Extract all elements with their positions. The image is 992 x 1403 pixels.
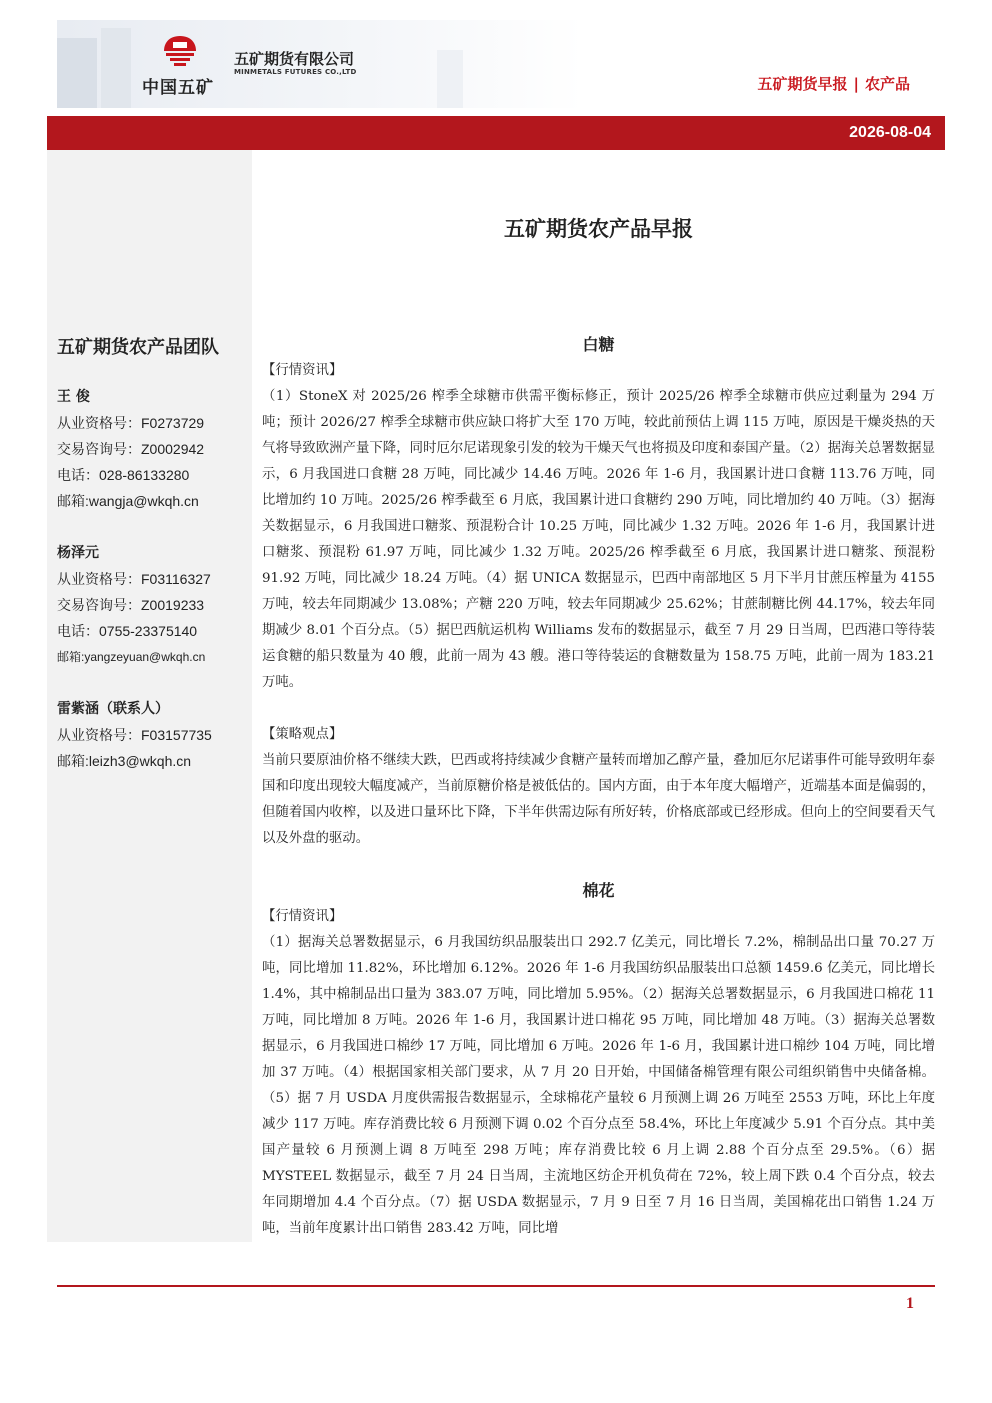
news-paragraph: （1）据海关总署数据显示，6 月我国纺织品服装出口 292.7 亿美元，同比增长 7.2%，棉制品出口量 70.27 万吨，同比增加 11.82%，环比增加 6.12%。2026 年 1-6 月我国纺织品服装出口总额 1459.6 亿美元，同比增长 1.4%，其中棉制品出口量为 383.07 万吨，同比增加 5.95%。（2）据海关总署数据显示，6 月我国进口棉花 11 万吨，同比增加 8 万吨。2026 年 1-6 月，我国累计进口棉花 95 万吨，同比增加 48 万吨。（3）据海关总署数据显示，6 月我国进口棉纱 17 万吨，同比增加 6 万吨。2026 年 1-6 月，我国累计进口棉纱 104 万吨，同比增加 37 万吨。（4）根据国家相关部门要求，从 7 月 20 日开始，中国储备棉管理有限公司组织销售中央储备棉。（5）据 7 月 USDA 月度供需报告数据显示，全球棉花产量较 6 月预测上调 26 万吨至 2553 万吨，环比上年度减少 117 万吨。库存消费比较 6 月预测下调 0.02 个百分点至 58.4%，环比上年度减少 5.91 个百分点。其中美国产量较 6 月预测上调 8 万吨至 298 万吨；库存消费比较 6 月上调 2.88 个百分点至 29.5%。（6）据 MYSTEEL 数据显示，截至 7 月 24 日当周，主流地区纺企开机负荷在 72%，较上周下跌 0.4 个百分点，较去年同期增加 4.4 个百分点。（7）据 USDA 数据显示，7 月 9 日至 7 月 16 日当周，美国棉花出口销售 1.24 万吨，当前年度累计出口销售 283.42 万吨，同比增 [262, 935, 935, 1236]
strategy-tag: 【策略观点】 [262, 727, 343, 742]
member-email: 邮箱:wangja@wkqh.cn [57, 493, 199, 509]
section-sugar [262, 332, 935, 852]
strategy-paragraph: 当前只要原油价格不继续大跌，巴西或将持续减少食糖产量转而增加乙醇产量，叠加厄尔尼诺事件可能导致明年泰国和印度出现较大幅度减产，当前原糖价格是被低估的。国内方面，由于本年度大幅增产，近端基本面是偏弱的，但随着国内收榨，以及进口量环比下降，下半年供需边际有所好转，价格底部或已经形成。但向上的空间要看天气以及外盘的驱动。 [262, 753, 935, 846]
report-category: 农产品 [864, 75, 910, 93]
team-member [57, 696, 212, 774]
company-logo-icon [160, 32, 200, 72]
section-title: 棉花 [582, 881, 615, 900]
member-phone: 电话：028-86133280 [57, 467, 190, 483]
member-name: 王 俊 [57, 389, 90, 405]
building-graphic [57, 38, 97, 108]
company-name-cn: 五矿期货有限公司 [234, 50, 355, 68]
member-consult-id: 交易咨询号：Z0019233 [57, 597, 205, 613]
report-type: 五矿期货早报 [757, 75, 848, 93]
member-license: 从业资格号：F03157735 [57, 727, 212, 743]
news-paragraph: （1）StoneX 对 2025/26 榨季全球糖市供需平衡标修正，预计 2025/26 榨季全球糖市供应过剩量为 294 万吨；预计 2026/27 榨季全球糖市供应缺口将扩大至 170 万吨，较此前预估上调 115 万吨，原因是干燥炎热的天气将导致欧洲产量下降，同时厄尔尼诺现象引发的较为干燥天气也将损及印度和泰国产量。（2）据海关总署数据显示，6 月我国进口食糖 28 万吨，同比减少 14.46 万吨。2026 年 1-6 月，我国累计进口食糖 113.76 万吨，同比增加约 10 万吨。2025/26 榨季截至 6 月底，我国累计进口食糖约 290 万吨，同比增加约 40 万吨。（3）据海关数据显示，6 月我国进口糖浆、预混粉合计 10.25 万吨，同比减少 1.32 万吨。2026 年 1-6 月，我国累计进口糖浆、预混粉 61.97 万吨，同比减少 1.32 万吨。2025/26 榨季截至 6 月底，我国累计进口糖浆、预混粉 91.92 万吨，同比减少 18.24 万吨。（4）据 UNICA 数据显示，巴西中南部地区 5 月下半月甘蔗压榨量为 4155 万吨，较去年同期减少 13.08%；产糖 220 万吨，较去年同期减少 25.62%；甘蔗制糖比例 44.17%，较去年同期减少 8.01 个百分点。（5）据巴西航运机构 Williams 发布的数据显示，截至 7 月 29 日当周，巴西港口等待装运食糖的船只数量为 40 艘，此前一周为 43 艘。港口等待装运的食糖数量为 158.75 万吨，此前一周为 183.21 万吨。 [262, 389, 935, 690]
member-email: 邮箱:yangzeyuan@wkqh.cn [57, 650, 206, 664]
footer-divider [57, 1285, 935, 1287]
member-license: 从业资格号：F0273729 [57, 415, 205, 431]
page-number: 1 [906, 1295, 914, 1312]
member-consult-id: 交易咨询号：Z0002942 [57, 441, 205, 457]
member-license: 从业资格号：F03116327 [57, 571, 211, 587]
news-tag: 【行情资讯】 [262, 363, 343, 378]
news-tag: 【行情资讯】 [262, 909, 343, 924]
building-graphic [437, 50, 463, 108]
member-email: 邮箱:leizh3@wkqh.cn [57, 753, 192, 769]
team-member [57, 540, 211, 670]
logo-text: 中国五矿 [142, 78, 214, 98]
team-title: 五矿期货农产品团队 [57, 337, 219, 358]
separator: | [853, 75, 859, 93]
section-title: 白糖 [582, 335, 615, 354]
date-bar [47, 116, 945, 150]
member-name: 杨泽元 [57, 545, 99, 561]
section-cotton [262, 878, 935, 1242]
member-name: 雷紫涵（联系人） [57, 701, 169, 717]
company-name-en: MINMETALS FUTURES CO.,LTD [234, 68, 357, 76]
member-phone: 电话：0755-23375140 [57, 623, 198, 639]
team-member [57, 384, 204, 514]
building-graphic [101, 28, 131, 108]
header-report-label [757, 73, 910, 94]
report-title: 五矿期货农产品早报 [504, 217, 693, 241]
report-date: 2026-08-04 [849, 124, 931, 141]
